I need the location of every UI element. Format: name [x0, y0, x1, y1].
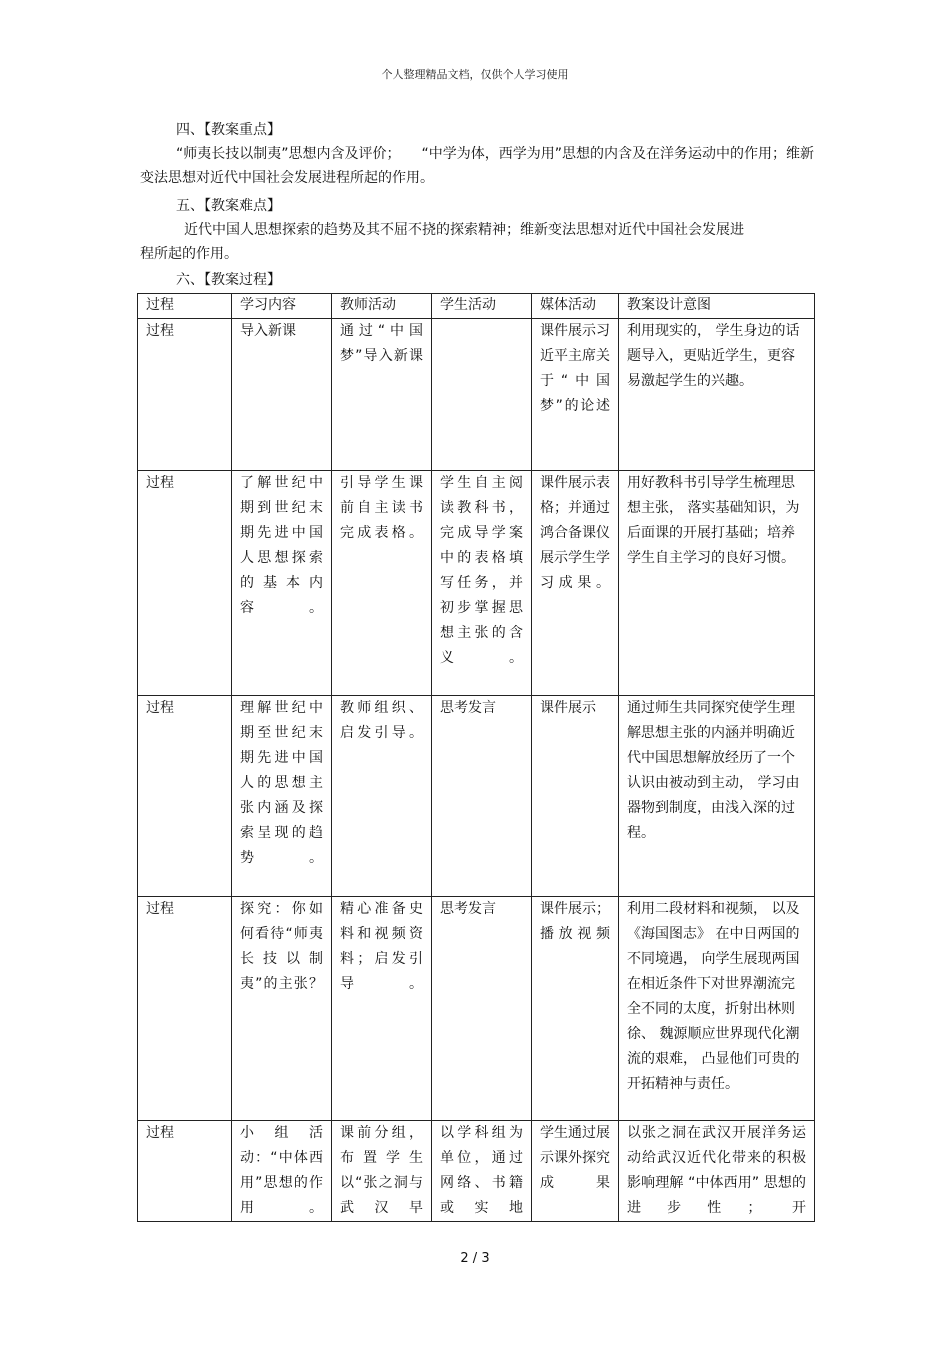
lesson-process-table: [137, 293, 815, 1222]
header-intent: 教案设计意图: [619, 294, 815, 319]
section-4-heading: 四、【教案重点】: [176, 122, 281, 138]
cell-teacher: 精心准备史料和视频资料；启发引导。: [332, 897, 432, 1121]
cell-process: 过程: [138, 471, 232, 696]
cell-media: 课件展示: [532, 696, 619, 897]
cell-process: 过程: [138, 1121, 232, 1222]
section-5-text: 近代中国人思想探索的趋势及其不屈不挠的探索精神；维新变法思想对近代中国社会发展进程所起的作用。: [140, 222, 744, 262]
cell-content: 小组活动：“中体西用”思想的作用。: [232, 1121, 332, 1222]
page-number: 2 / 3: [460, 1251, 490, 1266]
cell-content: 理解世纪中期至世纪末期先进中国人的思想主张内涵及探索呈现的趋势。: [232, 696, 332, 897]
cell-intent: 利用现实的， 学生身边的话题导入，更贴近学生，更容易激起学生的兴趣。: [619, 319, 815, 471]
cell-content: 导入新课: [232, 319, 332, 471]
section-6: [140, 268, 820, 292]
cell-intent: 用好教科书引导学生梳理思想主张， 落实基础知识，为后面课的开展打基础；培养学生自主学习的良好习惯。: [619, 471, 815, 696]
section-4: [140, 118, 820, 190]
header-media: 媒体活动: [532, 294, 619, 319]
cell-media: 课件展示表格；并通过鸿合备课仪展示学生学习成果。: [532, 471, 619, 696]
table-header-row: [138, 294, 815, 319]
cell-content: 了解世纪中期到世纪末期先进中国人思想探索的基本内容。: [232, 471, 332, 696]
cell-teacher: 通过“中国梦”导入新课: [332, 319, 432, 471]
cell-intent: 以张之洞在武汉开展洋务运动给武汉近代化带来的积极影响理解 “中体西用” 思想的进步性； 开: [619, 1121, 815, 1222]
cell-process: 过程: [138, 897, 232, 1121]
cell-media: 课件展示；播放视频: [532, 897, 619, 1121]
cell-content: 探究：你如何看待“师夷长技以制夷”的主张？: [232, 897, 332, 1121]
table-row: [138, 897, 815, 1121]
cell-intent: 利用二段材料和视频， 以及《海国图志》 在中日两国的不同境遇， 向学生展现两国在相近条件下对世界潮流完全不同的太度，折射出林则徐、 魏源顺应世界现代化潮流的艰难， 凸显他们可贵的开拓精神与责任。: [619, 897, 815, 1121]
section-6-heading: 六、【教案过程】: [176, 272, 281, 288]
header-student: 学生活动: [432, 294, 532, 319]
section-5-heading: 五、【教案难点】: [176, 198, 281, 214]
cell-teacher: 教师组织、启发引导。: [332, 696, 432, 897]
table-row: [138, 1121, 815, 1222]
cell-process: 过程: [138, 696, 232, 897]
header-content: 学习内容: [232, 294, 332, 319]
section-4-text: “师夷长技以制夷”思想内含及评价； “中学为体，西学为用”思想的内含及在洋务运动中的作用；维新变法思想对近代中国社会发展进程所起的作用。: [140, 146, 815, 186]
cell-student: [432, 319, 532, 471]
cell-media: 课件展示习近平主席关于“中国梦”的论述: [532, 319, 619, 471]
table-row: [138, 319, 815, 471]
header-process: 过程: [138, 294, 232, 319]
header-note: 个人整理精品文档，仅供个人学习使用: [381, 68, 569, 81]
table-row: [138, 696, 815, 897]
cell-teacher: 课前分组，布置学生以“张之洞与武汉早: [332, 1121, 432, 1222]
cell-student: 思考发言: [432, 696, 532, 897]
header-teacher: 教师活动: [332, 294, 432, 319]
cell-student: 思考发言: [432, 897, 532, 1121]
cell-student: 学生自主阅读教科书，完成导学案中的表格填写任务，并初步掌握思想主张的含义。: [432, 471, 532, 696]
cell-teacher: 引导学生课前自主读书完成表格。: [332, 471, 432, 696]
table-row: [138, 471, 815, 696]
cell-process: 过程: [138, 319, 232, 471]
section-5: [140, 194, 820, 266]
cell-media: 学生通过展示课外探究成果: [532, 1121, 619, 1222]
cell-intent: 通过师生共同探究使学生理解思想主张的内涵并明确近代中国思想解放经历了一个认识由被动到主动， 学习由器物到制度，由浅入深的过程。: [619, 696, 815, 897]
cell-student: 以学科组为单位，通过网络、书籍或实地: [432, 1121, 532, 1222]
